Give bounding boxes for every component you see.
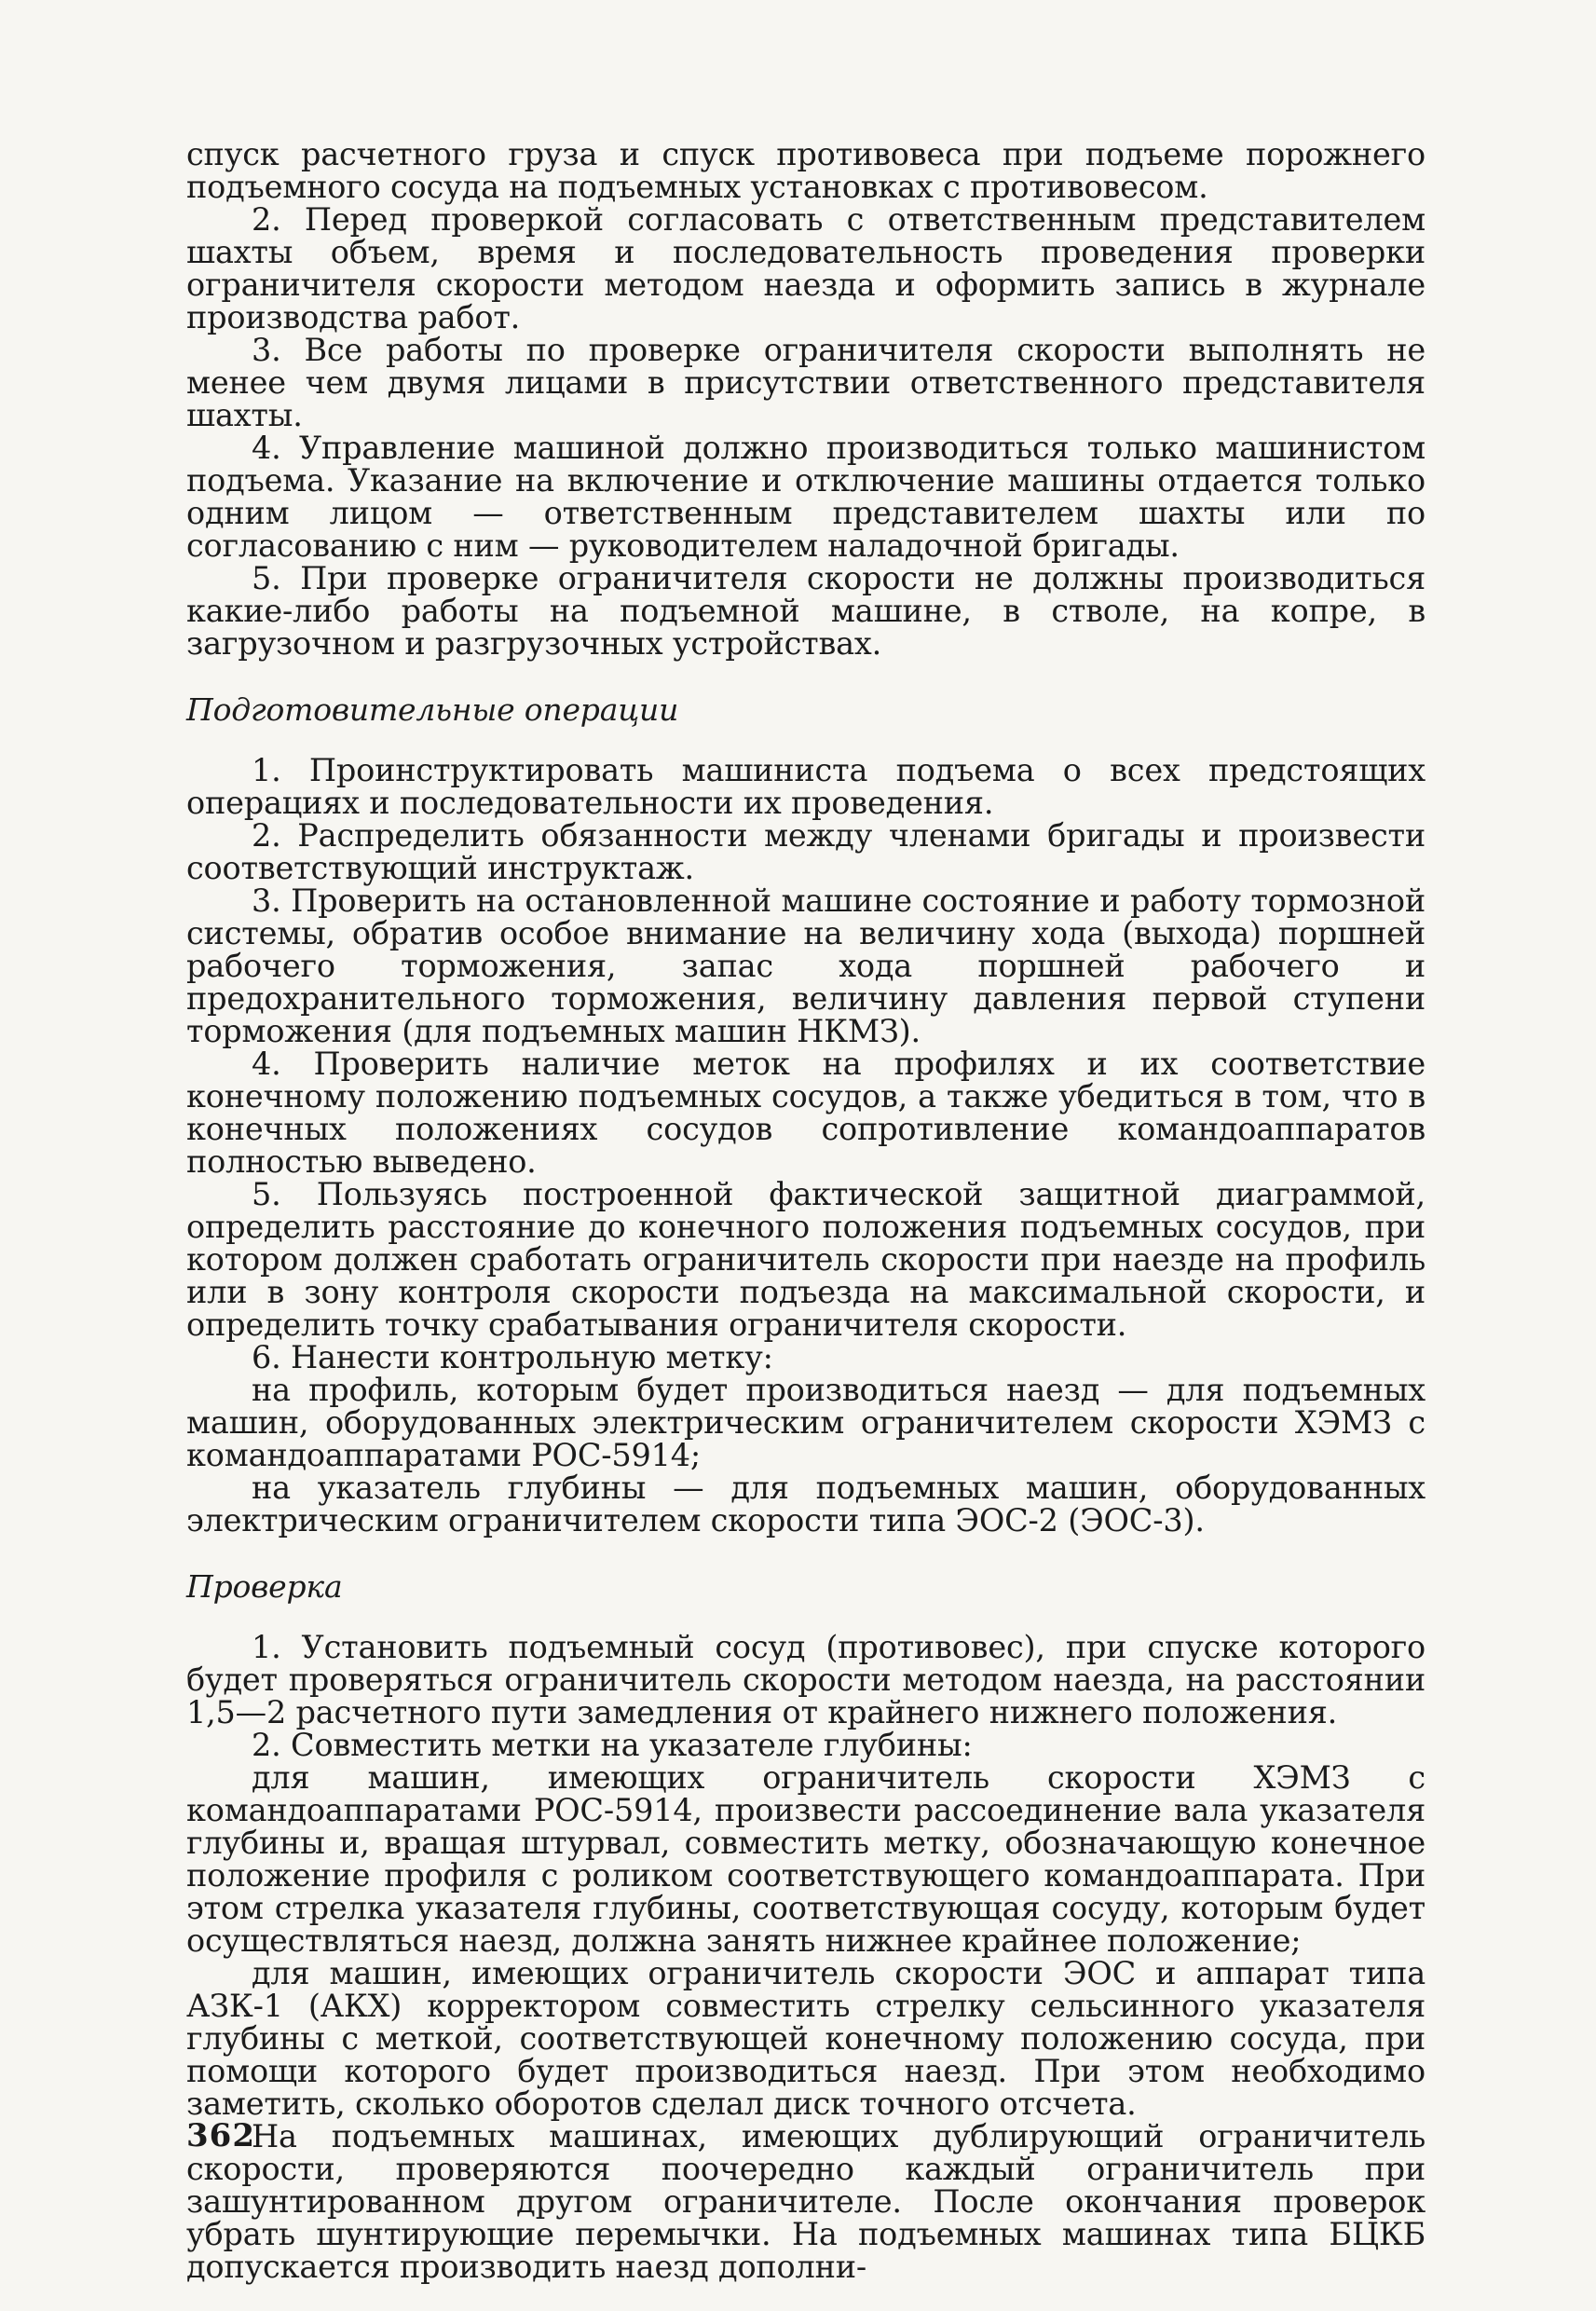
- rule-3: 3. Все работы по проверке ограничителя скорости выполнять не менее чем двумя лицами в присутствии ответственного представителя шахты.: [186, 332, 1425, 433]
- check-item-1: 1. Установить подъемный сосуд (противовес), при спуске которого будет проверяться ограничитель скорости методом наезда, на расстоянии 1,5—2 расчетного пути замедления от крайнего нижнего положения.: [186, 1629, 1425, 1730]
- page-body: [186, 138, 1425, 2283]
- closing-paragraph: На подъемных машинах, имеющих дублирующий ограничитель скорости, проверяются поочередно каждый ограничитель при зашунтированном другом ограничителе. После окончания проверок убрать шунтирующие перемычки. На подъемных машинах типа БЦКБ допускается производить наезд дополни-: [186, 2118, 1425, 2285]
- prep-item-3: 3. Проверить на остановленной машине состояние и работу тормозной системы, обратив особое внимание на величину хода (выхода) поршней рабочего торможения, запас хода поршней рабочего и предохранительного торможения, величину давления первой ступени торможения (для подъемных машин НКМЗ).: [186, 882, 1425, 1049]
- rule-4: 4. Управление машиной должно производиться только машинистом подъема. Указание на включение и отключение машины отдается только одним лицом — ответственным представителем шахты или по согласованию с ним — руководителем наладочной бригады.: [186, 430, 1425, 564]
- rule-5: 5. При проверке ограничителя скорости не должны производиться какие-либо работы на подъемной машине, в стволе, на копре, в загрузочном и разгрузочных устройствах.: [186, 560, 1425, 662]
- check-subitem-eos: для машин, имеющих ограничитель скорости ЭОС и аппарат типа АЗК-1 (АКХ) корректором совместить стрелку сельсинного указателя глубины с меткой, соответствующей конечному положению сосуда, при помощи которого будет производиться наезд. При этом необходимо заметить, сколько оборотов сделал диск точного отсчета.: [186, 1955, 1425, 2122]
- prep-subitem-depth-indicator: на указатель глубины — для подъемных машин, оборудованных электрическим ограничителем скорости типа ЭОС-2 (ЭОС-3).: [186, 1470, 1425, 1538]
- prep-subitem-profile: на профиль, которым будет производиться наезд — для подъемных машин, оборудованных электрическим ограничителем скорости ХЭМЗ с командоаппаратами РОС-5914;: [186, 1372, 1425, 1473]
- section-heading-check: Проверка: [186, 1568, 343, 1605]
- check-subitem-khemz: для машин, имеющих ограничитель скорости ХЭМЗ с командоаппаратами РОС-5914, произвести рассоединение вала указателя глубины и, вращая штурвал, совместить метку, обозначающую конечное положение профиля с роликом соответствующего командоаппарата. При этом стрелка указателя глубины, соответствующая сосуду, которым будет осуществляться наезд, должна занять нижнее крайнее положение;: [186, 1759, 1425, 1959]
- prep-item-5: 5. Пользуясь построенной фактической защитной диаграммой, определить расстояние до конечного положения подъемных сосудов, при котором должен сработать ограничитель скорости при наезде на профиль или в зону контроля скорости подъезда на максимальной скорости, и определить точку срабатывания ограничителя скорости.: [186, 1176, 1425, 1343]
- prep-item-2: 2. Распределить обязанности между членами бригады и произвести соответствующий инструктаж.: [186, 817, 1425, 886]
- prep-item-6: 6. Нанести контрольную метку:: [252, 1339, 773, 1375]
- page-number: 362: [186, 2117, 255, 2154]
- rule-2: 2. Перед проверкой согласовать с ответственным представителем шахты объем, время и последовательность проведения проверки ограничителя скорости методом наезда и оформить запись в журнале производства работ.: [186, 201, 1425, 335]
- section-heading-preparation: Подготовительные операции: [186, 691, 679, 728]
- check-item-2: 2. Совместить метки на указателе глубины:: [252, 1727, 973, 1763]
- intro-paragraph: спуск расчетного груза и спуск противовеса при подъеме порожнего подъемного сосуда на подъемных установках с противовесом.: [186, 136, 1425, 205]
- prep-item-1: 1. Проинструктировать машиниста подъема о всех предстоящих операциях и последовательности их проведения.: [186, 752, 1425, 821]
- prep-item-4: 4. Проверить наличие меток на профилях и их соответствие конечному положению подъемных сосудов, а также убедиться в том, что в конечных положениях сосудов сопротивление командоаппаратов полностью выведено.: [186, 1046, 1425, 1180]
